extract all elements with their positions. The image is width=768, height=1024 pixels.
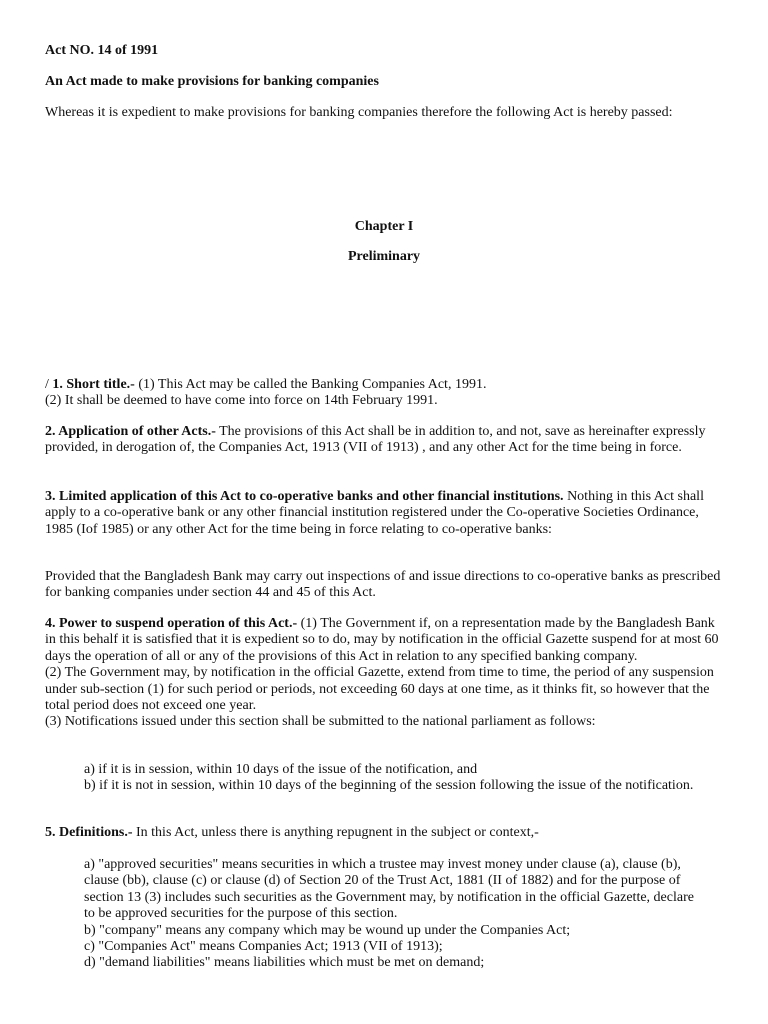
section-1-heading: 1. Short title.- [52,377,135,392]
section-2-heading: 2. Application of other Acts.- [45,424,216,439]
section-2 [45,424,725,457]
section-3-heading: 3. Limited application of this Act to co-operative banks and other financial institutions. [45,489,564,504]
chapter-heading: Chapter I [354,219,414,234]
section-4-item-b: b) if it is not in session, within 10 days of the beginning of the session following the issue of the notification. [84,778,694,794]
section-1-prefix: / [45,377,53,392]
section-1-line1: (1) This Act may be called the Banking Companies Act, 1991. [134,377,487,392]
section-5-heading: 5. Definitions.- [45,825,133,840]
section-5-item-b: b) "company" means any company which may be wound up under the Companies Act; [84,922,571,938]
act-title: An Act made to make provisions for banking companies [45,74,379,89]
section-5-item-a: a) "approved securities" means securities in which a trustee may invest money under clause (a), clause (b), clause (bb), clause (c) or clause (d) of Section 20 of the Trust Act, 1881 (II of 1882) and for the purpose of section 13 (3) includes such securities as the Government may, by notification in the official Gazette, declare to be approved securities for the purpose of this section. [84,857,694,922]
section-3-proviso: Provided that the Bangladesh Bank may carry out inspections of and issue directions to co-operative banks as prescribed for banking companies under section 44 and 45 of this Act. [45,569,721,601]
section-1 [45,377,725,410]
section-4-text-3: (3) Notifications issued under this section shall be submitted to the national parliament as follows: [45,714,596,730]
section-4-text-2: (2) The Government may, by notification in the official Gazette, extend from time to time, the period of any suspension under sub-section (1) for such period or periods, not exceeding 60 days at one time, as it thinks fit, so however that the total period does not exceed one year. [45,665,714,714]
section-5-item-d: d) "demand liabilities" means liabilities which must be met on demand; [84,955,485,971]
section-3-text: Nothing in this Act shall apply to a co-operative bank or any other financial institution registered under the Co-operative Societies Ordinance, 1985 (Iof 1985) or any other Act for the time being in force relating to co-operative banks: [45,489,704,537]
chapter-title: Preliminary [347,249,421,264]
section-5-text: In this Act, unless there is anything repugnent in the subject or context,- [132,825,539,840]
section-5 [45,825,725,841]
section-4-item-a: a) if it is in session, within 10 days of the issue of the notification, and [84,762,478,777]
section-2-text: The provisions of this Act shall be in addition to, and not, save as hereinafter expressly provided, in derogation of, the Companies Act, 1913 (VII of 1913) , and any other Act for the time being in force. [45,424,706,456]
section-3 [45,489,725,538]
section-4-text-1: (1) The Government if, on a representation made by the Bangladesh Bank in this behalf it is satisfied that it is expedient so to do, may by notification in the official Gazette suspend for at most 60 days the operation of all or any of the provisions of this Act in relation to any specified banking company. [45,616,719,664]
section-4-items [84,762,694,795]
section-5-item-c: c) "Companies Act" means Companies Act; 1913 (VII of 1913); [84,939,443,955]
section-1-line2: (2) It shall be deemed to have come into force on 14th February 1991. [45,393,438,409]
section-4 [45,616,725,731]
section-5-items [84,857,694,972]
preamble: Whereas it is expedient to make provisions for banking companies therefore the following Act is hereby passed: [45,105,673,120]
act-number: Act NO. 14 of 1991 [45,43,159,58]
section-4-heading: 4. Power to suspend operation of this Act.- [45,616,298,631]
